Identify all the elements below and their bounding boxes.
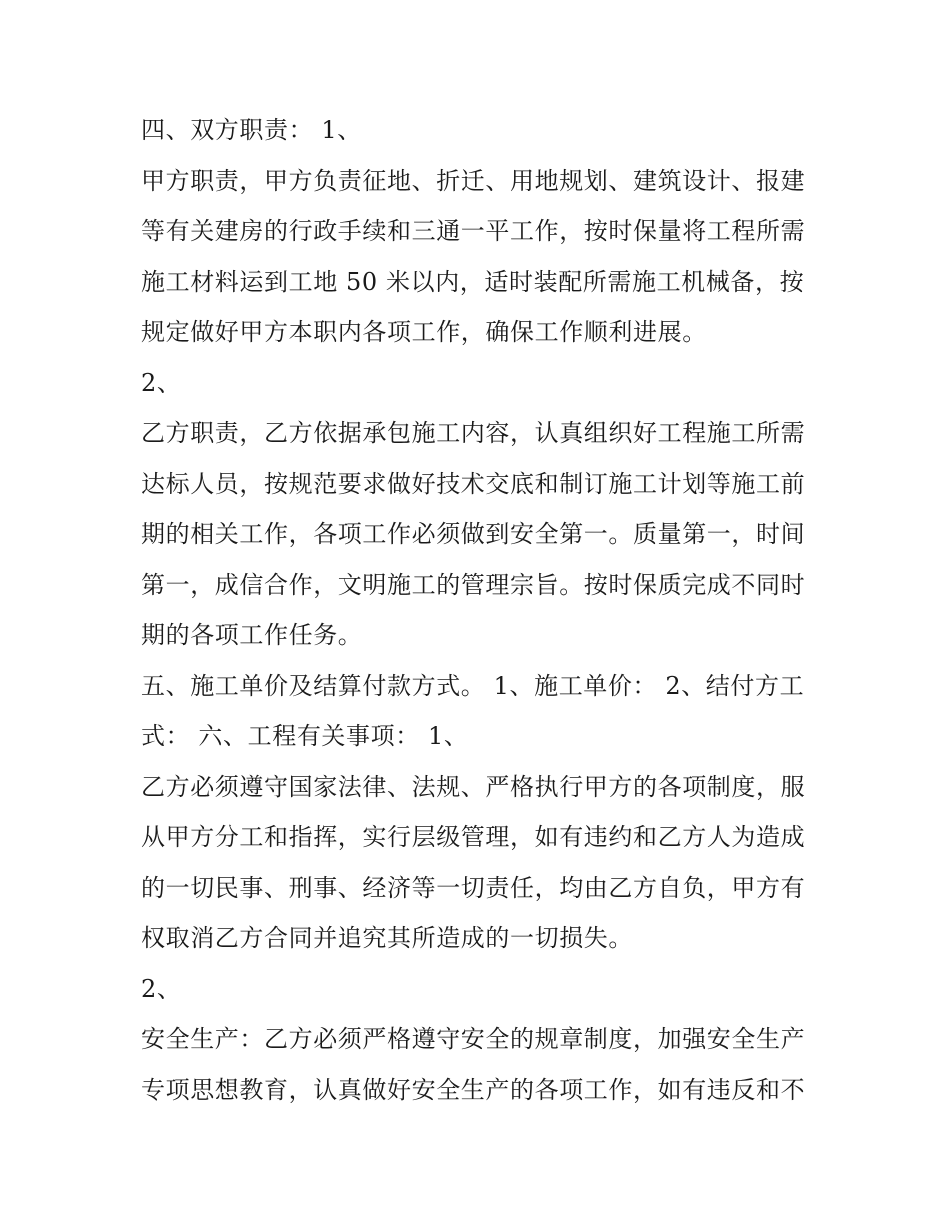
paragraph-line: 甲方职责，甲方负责征地、折迁、用地规划、建筑设计、报建 — [141, 167, 806, 195]
paragraph-line: 乙方职责，乙方依据承包施工内容，认真组织好工程施工所需 — [141, 419, 806, 447]
paragraph-line: 权取消乙方合同并追究其所造成的一切损失。 — [141, 924, 633, 952]
paragraph-line: 第一，成信合作，文明施工的管理宗旨。按时保质完成不同时 — [141, 571, 806, 599]
paragraph-line: 等有关建房的行政手续和三通一平工作，按时保量将工程所需 — [141, 217, 806, 245]
paragraph-line: 从甲方分工和指挥，实行层级管理，如有违约和乙方人为造成 — [141, 823, 806, 851]
paragraph-line: 专项思想教育，认真做好安全生产的各项工作，如有违反和不 — [141, 1076, 806, 1104]
paragraph-line: 达标人员，按规范要求做好技术交底和制订施工计划等施工前 — [141, 470, 806, 498]
paragraph-line: 乙方必须遵守国家法律、法规、严格执行甲方的各项制度，服 — [141, 773, 806, 801]
section-heading-duties: 四、双方职责： 1、 — [141, 116, 362, 144]
paragraph-line: 期的各项工作任务。 — [141, 621, 363, 649]
item-number: 2、 — [141, 975, 182, 1003]
section-heading-pricing: 五、施工单价及结算付款方式。 1、施工单价： 2、结付方工 — [141, 672, 805, 700]
paragraph-line: 规定做好甲方本职内各项工作，确保工作顺利进展。 — [141, 318, 707, 346]
paragraph-line: 安全生产：乙方必须严格遵守安全的规章制度，加强安全生产 — [141, 1025, 806, 1053]
paragraph-line: 施工材料运到工地 50 米以内，适时装配所需施工机械备，按 — [141, 268, 805, 296]
section-heading-matters: 式： 六、工程有关事项： 1、 — [141, 722, 469, 750]
paragraph-line: 的一切民事、刑事、经济等一切责任，均由乙方自负，甲方有 — [141, 874, 806, 902]
paragraph-line: 期的相关工作，各项工作必须做到安全第一。质量第一，时间 — [141, 520, 806, 548]
item-number: 2、 — [141, 369, 182, 397]
